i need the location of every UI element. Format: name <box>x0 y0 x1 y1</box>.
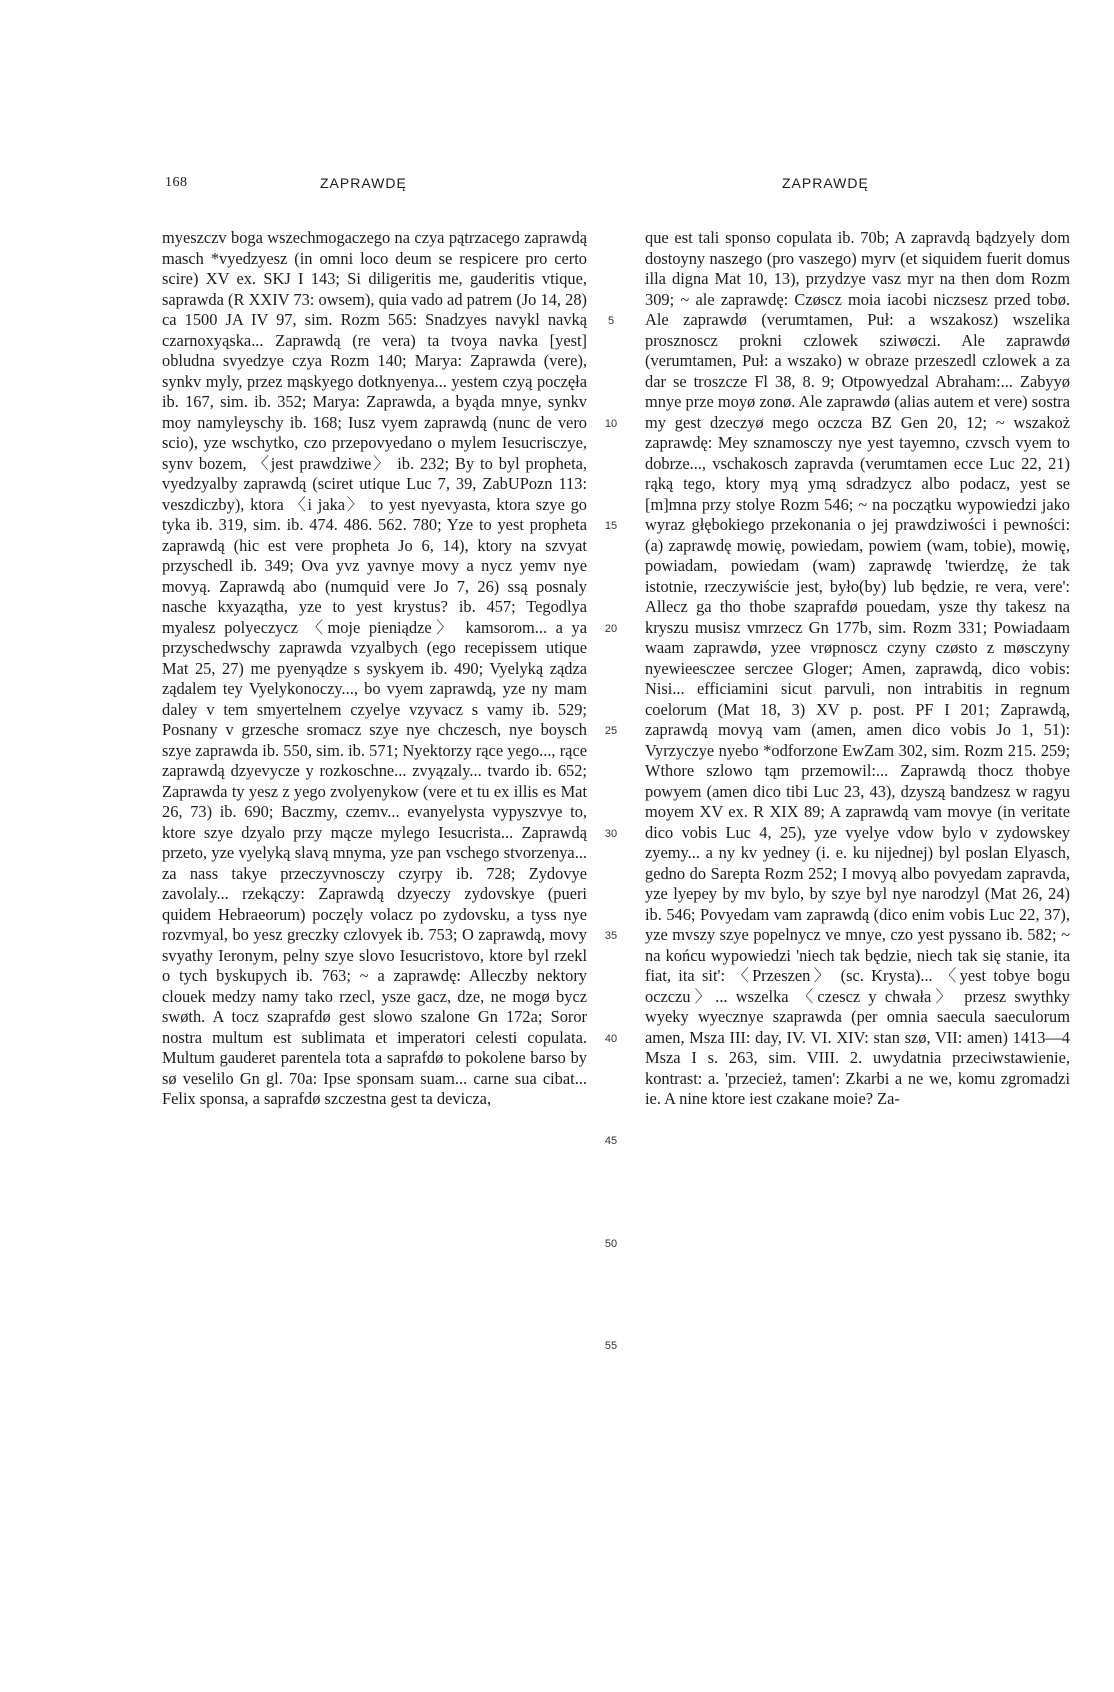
line-number: 55 <box>604 1340 618 1352</box>
running-head-left: ZAPRAWDĘ <box>320 175 407 191</box>
line-number: 30 <box>604 827 618 840</box>
page-number: 168 <box>165 175 188 190</box>
line-number: 25 <box>604 725 618 737</box>
line-number: 35 <box>604 930 618 942</box>
line-number: 10 <box>604 417 618 430</box>
line-number: 5 <box>607 315 615 327</box>
right-text-column <box>645 228 1070 1110</box>
line-number: 15 <box>604 520 618 532</box>
line-number: 40 <box>604 1032 618 1045</box>
left-column-text: myeszczv boga wszechmogaczego na czya pątrzacego zaprawdą masch *vyedzyesz (in omni loco deum se respicere pro certo scire) XV ex. SKJ I 143; Si diligeritis me, gauderitis vtique, saprawda (R XXIV 73: owsem), quia vado ad patrem (Jo 14, 28) ca 1500 JA IV 97, sim. Rozm 565: Snadzyes navykl navką czarnoxyąska... Zaprawdą (re vera) ta tvoya navka [yest] obludna svyedzye czya Rozm 140; Marya: Zaprawda (vere), synkv myly, przez mąskyego dotknyenya... yestem czyą poczęła ib. 167, sim. ib. 352; Marya: Zaprawda, a byąda mnye, synkv moy namyleyschy ib. 168; Iusz vyem zaprawdą (nunc de vero scio), yze wschytko, czo przepovyedano o mylem Iesucrisczye, synv bozem, 〈jest prawdziwe〉 ib. 232; By to byl propheta, vyedzyalby zaprawdą (sciret utique Luc 7, 39, ZabUPozn 113: veszdiczby), ktora 〈i jaka〉 to yest nyevyasta, ktora szye go tyka ib. 319, sim. ib. 474. 486. 562. 780; Yze to yest propheta zaprawdą (hic est vere propheta Jo 6, 14), ktory na szvyat przyschedl ib. 349; Ova yvz yavnye movy a nycz yemv nye movyą. Zaprawdą abo (numquid vere Jo 7, 26) ssą posnaly nasche kxyazątha, yze to yest krystus? ib. 457; Tegodlya myalesz polyeczycz 〈moje pieniądze〉 kamsorom... a ya przyschedwschy zaprawda vzyalbych (ego recepissem utique Mat 25, 27) me pyenyądze s syskyem ib. 490; Vyelyką ządza ządalem tey Vyelykonoczy..., bo vyem zaprawdą, yze ny mam daley v tem smyertelnem czyelye vzyvacz s vamy ib. 529; Posnany v grzesche sromacz szye nye chczesch, nye boysch szye zaprawda ib. 550, sim. ib. 571; Nyektorzy rące yego..., rące zaprawdą dzyevycze y rozkoschne... zvyązaly... tvardo ib. 652; Zaprawda ty yesz z yego zvolyenykow (vere et tu ex illis es Mat 26, 73) ib. 690; Baczmy, czemv... evanyelysta vypyszvye to, ktore szye dzyalo przy mącze mylego Iesucrista... Zaprawdą przeto, yze vyelyką slavą mnyma, yze pan vschego stvorzenya... za nass takye przeczyvnosczy czyrpy ib. 728; Zydovye zavolaly... rzekączy: Zaprawdą dzyeczy zydovskye (pueri quidem Hebraeorum) poczęly volacz po zydovsku, a tyss nye rozvmyal, bo yesz greczky czlovyek ib. 753; O zaprawdą, movy svyathy Ieronym, pelny szye slovo Iesucristovo, ktore byl rzekl o tych byskupych ib. 763; ~ a zaprawdę: Alleczby nektory clouek medzy namy tako rzecl, ysze gacz, dze, ne mogø bycz swøth. A tocz szaprafdø gest slowo szalone Gn 172a; Soror nostra multum est sublimata et imperatori celesti copulata. Multum gauderet parentela tota a saprafdø to pokolene barso by sø veselilo Gn gl. 70a: Ipse sponsam suam... carne sua cibat... Felix sponsa, a saprafdø szczestna gest ta devicza, <box>162 228 587 1108</box>
line-number: 20 <box>604 622 618 635</box>
left-text-column <box>162 228 587 1110</box>
line-number: 50 <box>604 1237 618 1250</box>
running-head-right: ZAPRAWDĘ <box>782 175 869 191</box>
right-column-text: que est tali sponso copulata ib. 70b; A zapravdą bądzyely dom dostoyny naszego (pro vaszego) myrv (et siquidem fuerit domus illa digna Mat 10, 13), przydzye vasz myr na then dom Rozm 309; ~ ale zaprawdę: Czøscz moia iacobi niczsesz przed tobø. Ale zaprawdø (verumtamen, Puł: a wszakosz) wszelika prosznoscz prokni czlowek sziwøczi. Ale zaprawdø (verumtamen, Puł: a wszako) w obraze przeszedl czlowek a za dar se troszcze Fl 38, 8. 9; Otpowyedzal Abraham:... Zabyyø mnye prze moyø zonø. Ale zaprawdø (alias autem et vere) sostra my gest dzeczyø mego oczcza BZ Gen 20, 12; ~ wszakoż zaprawdę: Mey sznamosczy nye yest tayemno, czvsch vyem to dobrze..., vschakosch zapravda (verumtamen ecce Luc 22, 21) rąką tego, ktory myą ymą sdradzycz albo podacz, yest se [m]mna przy stolye Rozm 546; ~ na początku wypowiedzi jako wyraz głębokiego przekonania o jej prawdziwości i pewności: (a) zaprawdę mowię, powiedam, powiem (wam, tobie), mowię, powiadam, powiedam (wam) zaprawdę 'twierdzę, że tak istotnie, rzeczywiście jest, było(by) lub będzie, re vera, vere': Allecz ga tho thobe szaprafdø pouedam, ysze thy takesz na kryszu musisz vmrzecz Gn 177b, sim. Rozm 331; Powiadaam waam zaprawdø, yzee vrøpnoscz czyny czøsto z møsczyny nyewieesczee serczee Gloger; Amen, zaprawdą, dico vobis: Nisi... efficiamini sicut parvuli, non intrabitis in regnum coelorum (Mat 18, 3) XV p. post. PF I 201; Zaprawdą, zaprawdą movyą vam (amen, amen dico vobis Jo 1, 51): Vyrzyczye nyebo *odforzone EwZam 302, sim. Rozm 215. 259; Wthore szlowo tąm przemowil:... Zaprawdą thocz thobye powyem (amen dico tibi Luc 23, 43), dzyszą bandzesz w ragyu moyem XV ex. R XIX 89; A zaprawdą vam movye (in veritate dico vobis Luc 4, 25), yze vyelye vdow bylo v zydowskey zyemy... a ny kv yedney (i. e. ku nijednej) byl poslan Elyasch, gedno do Sarepta Rozm 252; I movyą albo povyedam zapravda, yze lyepey by mv bylo, by szye byl nye narodzyl (Mat 26, 24) ib. 546; Povyedam vam zaprawdą (dico enim vobis Luc 22, 37), yze mvszy szye popelnycz ve mnye, czo yest pyssano ib. 582; ~ na końcu wypowiedzi 'niech tak będzie, niech tak się stanie, ita fiat, ita sit': 〈Przeszen〉 (sc. Krysta)... 〈yest tobye bogu oczczu〉... wszelka 〈czescz y chwała〉 przesz swythky wyeky wyecznye szaprawda (per omnia saecula saeculorum amen, Msza III: day, IV. VI. XIV: stan szø, VII: amen) 1413—4 Msza I s. 263, sim. VIII. 2. uwydatnia przeciwstawienie, kontrast: a. 'przecież, tamen': Zkarbi a ne we, komu zgromadzi ie. A nine ktore iest czakane moie? Za- <box>645 228 1070 1108</box>
line-number: 45 <box>604 1135 618 1147</box>
